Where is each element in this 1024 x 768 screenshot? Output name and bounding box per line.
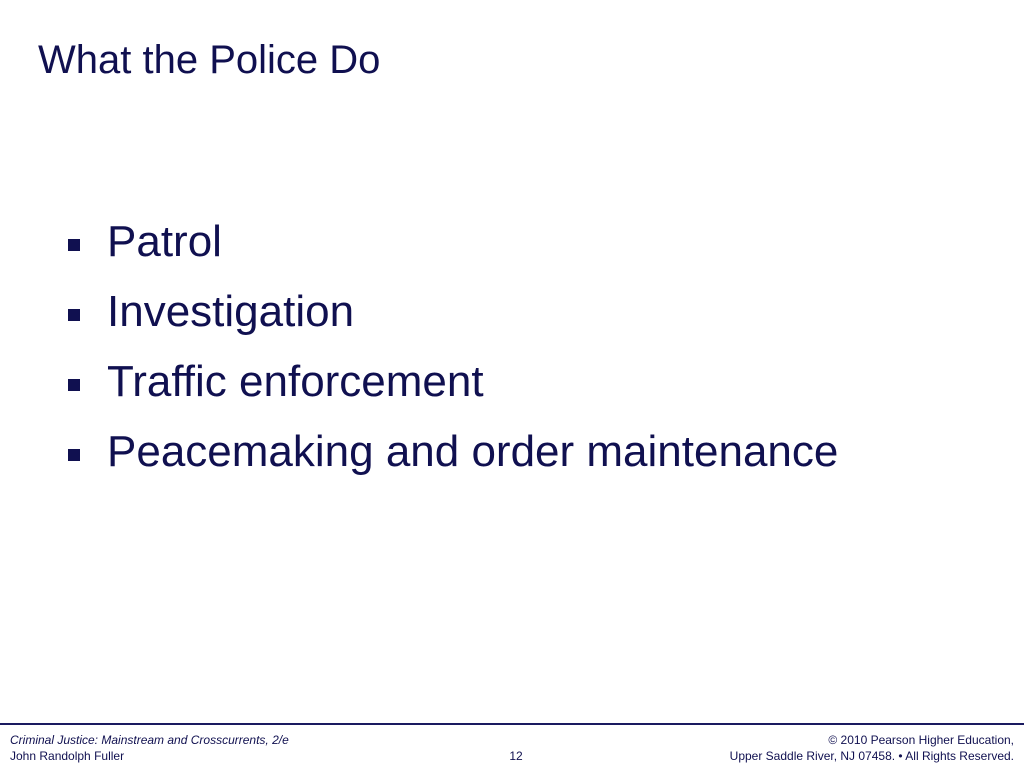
book-title: Criminal Justice: Mainstream and Crosscurrents, 2/e [10,733,289,747]
bullet-text: Patrol [107,217,222,266]
list-item [68,207,838,277]
copyright-notice [730,732,1014,764]
bullet-text: Investigation [107,287,355,336]
square-bullet-icon [68,449,80,461]
bullet-list [68,207,838,487]
list-item [68,277,838,347]
slide-title: What the Police Do [38,38,381,82]
bullet-text: Traffic enforcement [107,357,484,406]
page-number: 12 [509,749,523,763]
footer-divider [0,723,1024,725]
bullet-text: Peacemaking and order maintenance [107,427,839,476]
copyright-line-2: Upper Saddle River, NJ 07458. • All Rights Reserved. [729,749,1014,763]
author-name: John Randolph Fuller [10,749,125,763]
copyright-line-1: © 2010 Pearson Higher Education, [828,733,1014,747]
list-item [68,417,838,487]
footer-citation [10,732,289,764]
square-bullet-icon [68,379,80,391]
square-bullet-icon [68,309,80,321]
list-item [68,347,838,417]
square-bullet-icon [68,239,80,251]
